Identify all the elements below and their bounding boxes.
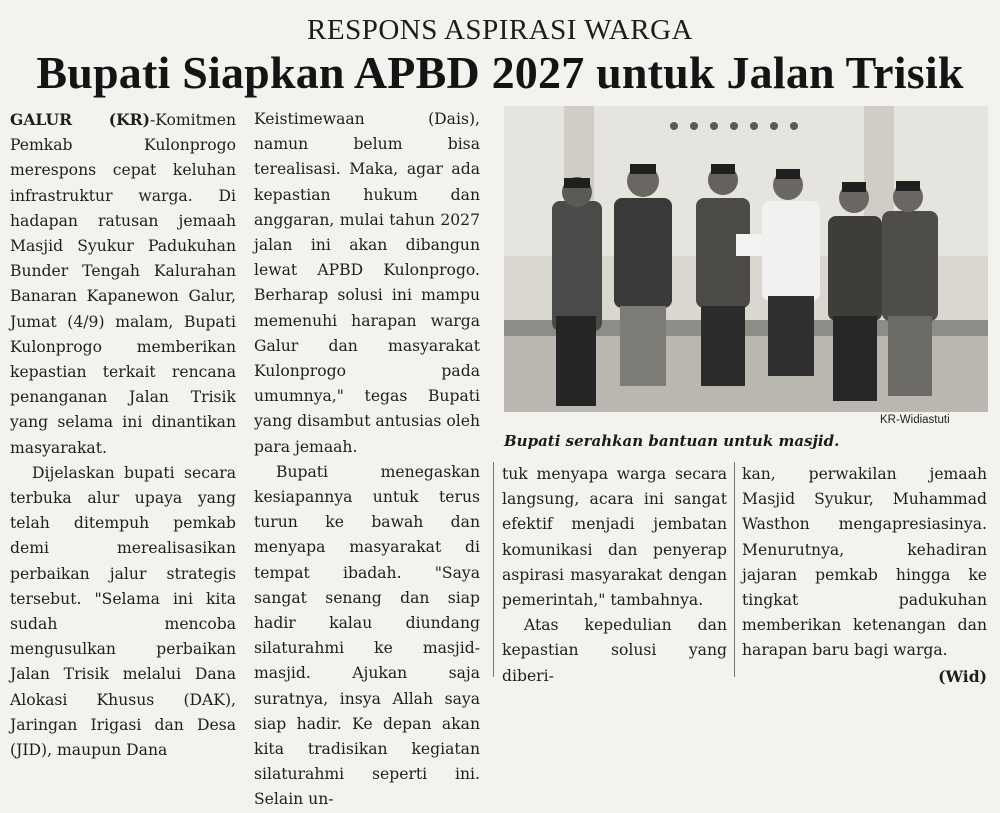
column-4 <box>742 462 987 689</box>
article-photo <box>504 106 988 412</box>
paragraph-text: -Komitmen Pemkab Kulonprogo merespons cepat keluhan infrastruktur warga. Di hadapan ratusan jemaah Masjid Syukur Padukuhan Bunder Tengah Kalurahan Banaran Kapanewon Galur, Jumat (4/9) malam, Bupati Kulonprogo memberikan kepastian terkait rencana penanganan Jalan Trisik yang selama ini dinantikan masyarakat. <box>10 111 236 457</box>
paragraph <box>10 107 236 461</box>
column-divider <box>734 462 735 677</box>
article-headline: Bupati Siapkan APBD 2027 untuk Jalan Trisik <box>36 47 964 98</box>
column-1 <box>10 107 236 763</box>
paragraph: Atas kepedulian dan kepastian solusi yang diberi- <box>502 616 727 685</box>
paragraph: Keistimewaan (Dais), namun belum bisa terealisasi. Maka, agar ada kepastian hukum dan anggaran, mulai tahun 2027 jalan ini akan dibangun lewat APBD Kulonprogo. Berharap solusi ini mampu memenuhi harapan warga Galur dan masyarakat Kulonprogo pada umumnya," tegas Bupati yang disambut antusias oleh para jemaah. <box>254 110 480 456</box>
photo-credit: KR-Widiastuti <box>880 414 950 426</box>
column-divider <box>493 462 494 677</box>
article-kicker: RESPONS ASPIRASI WARGA <box>307 14 693 46</box>
dateline: GALUR (KR) <box>10 110 150 129</box>
photo-image <box>504 106 988 412</box>
column-2 <box>254 107 480 813</box>
paragraph: kan, perwakilan jemaah Masjid Syukur, Muhammad Wasthon mengapresiasinya. Menurutnya, kehadiran jajaran pemkab hingga ke tingkat padukuhan memberikan ketenangan dan harapan baru bagi warga. <box>742 465 987 660</box>
paragraph: tuk menyapa warga secara langsung, acara ini sangat efektif menjadi jembatan komunikasi dan penyerap aspirasi masyarakat dengan pemerintah," tambahnya. <box>502 465 727 610</box>
photo-caption: Bupati serahkan bantuan untuk masjid. <box>504 432 840 450</box>
byline: (Wid) <box>938 666 987 686</box>
paragraph: Bupati menegaskan kesiapannya untuk terus turun ke bawah dan menyapa masyarakat di tempat ibadah. "Saya sangat senang dan siap hadir kalau diundang silaturahmi ke masjid-masjid. Ajukan saja suratnya, insya Allah saya siap hadir. Ke depan akan kita tradisikan kegiatan silaturahmi seperti ini. Selain un- <box>254 462 480 809</box>
column-3 <box>502 462 727 689</box>
paragraph: Dijelaskan bupati secara terbuka alur upaya yang telah ditempuh pemkab demi merealisasikan perbaikan jalur strategis tersebut. "Selama ini kita sudah mencoba mengusulkan perbaikan Jalan Trisik melalui Dana Alokasi Khusus (DAK), Jaringan Irigasi dan Desa (JID), maupun Dana <box>10 463 236 760</box>
